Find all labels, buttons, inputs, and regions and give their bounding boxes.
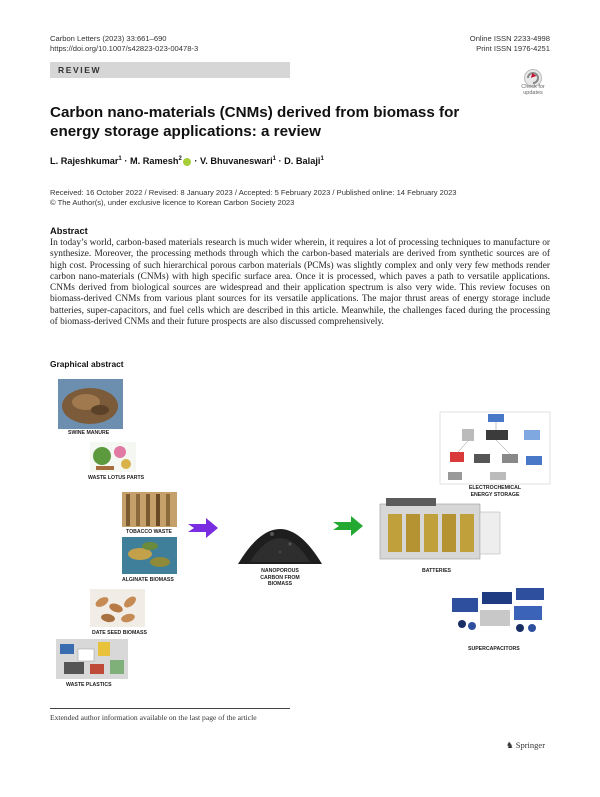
abstract-heading: Abstract bbox=[50, 226, 88, 236]
check-updates-label: Check for updates bbox=[521, 84, 545, 96]
carbon-pile-image bbox=[238, 529, 322, 564]
graphical-abstract-heading: Graphical abstract bbox=[50, 359, 124, 369]
caption-waste-lotus: WASTE LOTUS PARTS bbox=[88, 475, 145, 481]
author-name[interactable]: D. Balaji bbox=[284, 156, 321, 167]
journal-citation: Carbon Letters (2023) 33:661–690 bbox=[50, 34, 167, 43]
caption-electrochemical: ELECTROCHEMICAL ENERGY STORAGE bbox=[468, 485, 522, 498]
online-issn: Online ISSN 2233-4998 bbox=[469, 34, 550, 43]
caption-tobacco-waste: TOBACCO WASTE bbox=[126, 529, 173, 535]
section-band bbox=[50, 62, 290, 78]
alginate-biomass-image bbox=[122, 537, 177, 574]
waste-plastics-image bbox=[56, 639, 128, 679]
arrow-to-outputs-icon bbox=[333, 516, 363, 536]
doi-link[interactable]: https://doi.org/10.1007/s42823-023-00478-3 bbox=[50, 44, 199, 53]
lotus-parts-image bbox=[90, 442, 136, 472]
article-history bbox=[50, 188, 457, 208]
swine-manure-image bbox=[58, 379, 123, 429]
date-seed-image bbox=[90, 589, 145, 627]
graphical-abstract-figure bbox=[50, 374, 560, 694]
springer-horse-icon: ♞ bbox=[506, 740, 514, 750]
print-issn: Print ISSN 1976-4251 bbox=[476, 44, 550, 53]
tobacco-waste-image bbox=[122, 492, 177, 527]
caption-nanoporous-carbon: NANOPOROUS CARBON FROM BIOMASS bbox=[260, 568, 300, 587]
author-list: L. Rajeshkumar$^1$ · M. Ramesh$^2$ · V. Bhuvaneswari$^1$ · D. Balaji$^1$ bbox=[50, 156, 324, 167]
caption-batteries: BATTERIES bbox=[422, 568, 452, 574]
section-label: REVIEW bbox=[58, 65, 102, 75]
publisher-name: Springer bbox=[515, 740, 546, 750]
caption-waste-plastics: WASTE PLASTICS bbox=[66, 682, 112, 688]
caption-swine-manure: SWINE MANURE bbox=[68, 430, 110, 436]
caption-supercapacitors: SUPERCAPACITORS bbox=[468, 646, 520, 652]
arrow-to-center-icon bbox=[188, 518, 218, 538]
caption-date-seed: DATE SEED BIOMASS bbox=[92, 630, 147, 636]
electrochemical-storage-diagram bbox=[440, 412, 550, 484]
copyright-line: © The Author(s), under exclusive licence to Korean Carbon Society 2023 bbox=[50, 198, 295, 207]
abstract-text: In today’s world, carbon-based materials research is much wider wherein, it requires a lot of processing techniques to manufacture or synthesize. Moreover, the processing methods through which the carbon-based materials are derived from synthetic sources are of high cost. Processing of such hierarchical porous carbon materials (PCMs) was slightly complex and only very few methods render carbon nano-materials (CNMs) with high specific surface area. Once it is processed, which paves a path to versatile applications. CNMs derived from biological sources are widespread and their application spectrum is also very wide. This review focuses on biomass-derived CNMs from various plant sources for its versatile applications. The major thrust areas of energy storage include batteries, super-capacitors, and fuel cells which are described in this article. Meanwhile, the challenges faced during the processing of biomass-derived CNMs and their future prospects are also discussed comprehensively. bbox=[50, 238, 550, 328]
author-name[interactable]: V. Bhuvaneswari bbox=[199, 156, 273, 167]
supercapacitors-image bbox=[448, 584, 548, 639]
author-name[interactable]: L. Rajeshkumar bbox=[50, 156, 119, 167]
publisher-logo bbox=[506, 740, 545, 751]
author-name[interactable]: M. Ramesh bbox=[129, 156, 179, 167]
orcid-icon[interactable] bbox=[183, 158, 191, 166]
article-title: Carbon nano-materials (CNMs) derived from biomass for energy storage applications: a review bbox=[50, 104, 460, 140]
dates-line: Received: 16 October 2022 / Revised: 8 January 2023 / Accepted: 5 February 2023 / Published online: 14 February 2023 bbox=[50, 188, 457, 197]
caption-alginate-biomass: ALGINATE BIOMASS bbox=[122, 577, 174, 583]
footnote-divider bbox=[50, 708, 290, 709]
battery-module-image bbox=[380, 498, 500, 559]
footnote-text: Extended author information available on the last page of the article bbox=[50, 713, 257, 722]
